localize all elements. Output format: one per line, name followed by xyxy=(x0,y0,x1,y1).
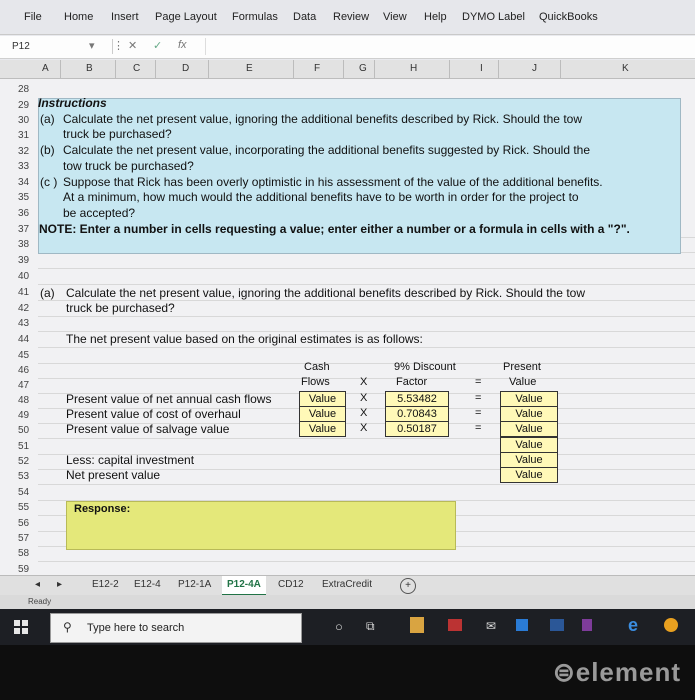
status-text: Ready xyxy=(28,597,52,606)
grid-line xyxy=(38,316,695,317)
column-header-g[interactable]: G xyxy=(359,63,367,74)
taskbar-search-box[interactable] xyxy=(50,613,302,643)
enter-icon[interactable]: ✓ xyxy=(153,40,163,52)
part-a-tag: (a) xyxy=(40,286,55,300)
response-label: Response: xyxy=(74,503,131,515)
sheet-prev-icon[interactable]: ◂ xyxy=(35,579,41,590)
instruction-note: NOTE: Enter a number in cells requesting a value; enter either a number or a formula in cells with a "?". xyxy=(39,222,630,236)
row-header-51[interactable]: 51 xyxy=(18,441,30,452)
tab-review[interactable]: Review xyxy=(333,11,370,23)
tab-help[interactable]: Help xyxy=(424,11,447,23)
times-sign: X xyxy=(360,392,368,404)
row-header-55[interactable]: 55 xyxy=(18,502,30,513)
row-header-48[interactable]: 48 xyxy=(18,395,30,406)
sheet-tab-extracredit[interactable]: ExtraCredit xyxy=(322,579,373,590)
column-header-j[interactable]: J xyxy=(532,63,537,74)
search-icon: ⚲ xyxy=(63,620,72,634)
header-present: Present xyxy=(503,361,541,373)
watermark-logo: ⊜element xyxy=(552,657,681,687)
cash-flow-input-1[interactable]: Value xyxy=(299,391,346,407)
discount-factor-1[interactable]: 5.53482 xyxy=(385,391,449,407)
row-header-29[interactable]: 29 xyxy=(18,100,30,111)
tab-quickbooks[interactable]: QuickBooks xyxy=(539,11,598,23)
tab-page-layout[interactable]: Page Layout xyxy=(155,11,217,23)
row-header-28[interactable]: 28 xyxy=(18,84,30,95)
column-header-f[interactable]: F xyxy=(314,63,321,74)
row-header-35[interactable]: 35 xyxy=(18,192,30,203)
tab-home[interactable]: Home xyxy=(64,11,94,23)
row-header-58[interactable]: 58 xyxy=(18,548,30,559)
header-times: X xyxy=(360,376,368,388)
row-header-56[interactable]: 56 xyxy=(18,518,30,529)
photo-bottom-edge xyxy=(0,645,695,700)
row-header-37[interactable]: 37 xyxy=(18,224,30,235)
instruction-b-line1: Calculate the net present value, incorporating the additional benefits suggested by Rick. Should the xyxy=(63,143,591,157)
equals-sign: = xyxy=(475,392,482,404)
task-view-icon[interactable]: ⧉ xyxy=(366,619,375,633)
discount-factor-2[interactable]: 0.70843 xyxy=(385,406,449,422)
grid-line xyxy=(38,363,695,364)
worksheet-grid[interactable] xyxy=(0,79,695,575)
formula-bar xyxy=(0,36,695,59)
instruction-c-line3: be accepted? xyxy=(63,206,136,220)
row-header-53[interactable]: 53 xyxy=(18,471,30,482)
row-header-44[interactable]: 44 xyxy=(18,334,30,345)
row-header-31[interactable]: 31 xyxy=(18,130,30,141)
tab-file[interactable]: File xyxy=(24,11,42,23)
part-a-line1: Calculate the net present value, ignoring the additional benefits described by Rick. Should the tow xyxy=(66,286,585,300)
column-header-d[interactable]: D xyxy=(182,63,190,74)
grid-line xyxy=(38,561,695,562)
row-label-salvage: Present value of salvage value xyxy=(66,422,230,436)
row-header-38[interactable]: 38 xyxy=(18,239,30,250)
header-discount: 9% Discount xyxy=(394,361,456,373)
row-header-42[interactable]: 42 xyxy=(18,303,30,314)
tab-insert[interactable]: Insert xyxy=(111,11,139,23)
equals-sign: = xyxy=(475,422,482,434)
taskbar xyxy=(0,609,695,645)
sheet-tab-p12-4a[interactable]: P12-4A xyxy=(222,576,266,596)
part-a-line2: truck be purchased? xyxy=(66,301,175,315)
cancel-icon[interactable]: ✕ xyxy=(128,40,138,52)
instruction-a-line2: truck be purchased? xyxy=(63,127,172,141)
formula-input[interactable] xyxy=(205,38,686,55)
row-header-47[interactable]: 47 xyxy=(18,380,30,391)
subtotal-present-value[interactable]: Value xyxy=(500,437,558,453)
sheet-tab-e12-4[interactable]: E12-4 xyxy=(134,579,161,590)
cash-flow-input-3[interactable]: Value xyxy=(299,421,346,437)
column-header-h[interactable]: H xyxy=(410,63,418,74)
discount-factor-3[interactable]: 0.50187 xyxy=(385,421,449,437)
instruction-b-line2: tow truck be purchased? xyxy=(63,159,194,173)
instruction-c-tag: (c ) xyxy=(40,175,58,189)
search-placeholder: Type here to search xyxy=(87,622,185,634)
grid-line xyxy=(38,484,695,485)
add-sheet-icon[interactable]: + xyxy=(400,578,416,594)
column-header-b[interactable]: B xyxy=(86,63,93,74)
tab-formulas[interactable]: Formulas xyxy=(232,11,278,23)
instruction-a-line1: Calculate the net present value, ignoring the additional benefits described by Rick. Should the tow xyxy=(63,112,582,126)
firefox-icon[interactable] xyxy=(664,618,678,632)
file-explorer-icon[interactable] xyxy=(410,617,424,633)
function-icon[interactable]: fx xyxy=(178,39,187,51)
sheet-tabs-bar xyxy=(0,575,695,596)
status-bar xyxy=(0,595,695,609)
instruction-a-tag: (a) xyxy=(40,112,55,126)
word-icon[interactable] xyxy=(550,619,564,631)
row-header-41[interactable]: 41 xyxy=(18,287,30,298)
chevron-down-icon[interactable]: ▾ xyxy=(89,40,95,52)
row-header-50[interactable]: 50 xyxy=(18,425,30,436)
net-present-value-input[interactable]: Value xyxy=(500,467,558,483)
tab-data[interactable]: Data xyxy=(293,11,317,23)
row-header-43[interactable]: 43 xyxy=(18,318,30,329)
row-header-52[interactable]: 52 xyxy=(18,456,30,467)
app-icon[interactable] xyxy=(582,619,592,631)
column-headers xyxy=(0,60,695,79)
header-equals: = xyxy=(475,376,482,388)
store-icon[interactable] xyxy=(448,619,462,631)
tab-dymo-label[interactable]: DYMO Label xyxy=(462,11,525,23)
row-label-overhaul: Present value of cost of overhaul xyxy=(66,407,241,421)
cortana-icon[interactable]: ○ xyxy=(335,619,343,634)
column-header-c[interactable]: C xyxy=(133,63,141,74)
row-header-57[interactable]: 57 xyxy=(18,533,30,544)
name-box[interactable]: P12 xyxy=(8,39,113,54)
column-header-i[interactable]: I xyxy=(480,63,483,74)
present-value-input-1[interactable]: Value xyxy=(500,391,558,407)
sheet-tab-p12-1a[interactable]: P12-1A xyxy=(178,579,212,590)
grid-line xyxy=(38,268,695,269)
grid-line xyxy=(38,438,695,439)
row-header-59[interactable]: 59 xyxy=(18,564,30,575)
row-header-54[interactable]: 54 xyxy=(18,487,30,498)
column-header-e[interactable]: E xyxy=(246,63,253,74)
row-header-45[interactable]: 45 xyxy=(18,350,30,361)
instruction-c-line1: Suppose that Rick has been overly optimistic in his assessment of the value of the additional benefits. xyxy=(63,175,603,189)
instruction-b-tag: (b) xyxy=(40,143,55,157)
present-value-input-3[interactable]: Value xyxy=(500,421,558,437)
header-factor: Factor xyxy=(396,376,428,388)
header-flows: Flows xyxy=(301,376,330,388)
sheet-next-icon[interactable]: ▸ xyxy=(57,579,63,590)
onenote-icon[interactable] xyxy=(516,619,528,631)
tab-view[interactable]: View xyxy=(383,11,407,23)
header-cash: Cash xyxy=(304,361,330,373)
capital-investment-input[interactable]: Value xyxy=(500,452,558,468)
net-present-value-label: Net present value xyxy=(66,468,161,482)
cash-flow-input-2[interactable]: Value xyxy=(299,406,346,422)
mail-icon[interactable]: ✉ xyxy=(486,619,497,633)
row-header-46[interactable]: 46 xyxy=(18,365,30,376)
more-options-icon: ⋮ xyxy=(113,40,124,52)
row-header-32[interactable]: 32 xyxy=(18,146,30,157)
less-capital-investment-label: Less: capital investment xyxy=(66,453,195,467)
present-value-input-2[interactable]: Value xyxy=(500,406,558,422)
times-sign: X xyxy=(360,422,368,434)
row-header-33[interactable]: 33 xyxy=(18,161,30,172)
part-a-intro: The net present value based on the original estimates is as follows: xyxy=(66,332,423,346)
row-header-39[interactable]: 39 xyxy=(18,255,30,266)
sheet-tab-e12-2[interactable]: E12-2 xyxy=(92,579,119,590)
column-header-a[interactable]: A xyxy=(42,63,49,74)
row-header-36[interactable]: 36 xyxy=(18,208,30,219)
grid-line xyxy=(38,284,695,285)
header-value: Value xyxy=(509,376,537,388)
row-label-annual-cash-flows: Present value of net annual cash flows xyxy=(66,392,272,406)
instructions-heading: Instructions xyxy=(38,96,107,110)
times-sign: X xyxy=(360,407,368,419)
ribbon-tabs xyxy=(0,0,695,35)
column-header-k[interactable]: K xyxy=(622,63,629,74)
sheet-tab-cd12[interactable]: CD12 xyxy=(278,579,304,590)
edge-icon[interactable]: e xyxy=(628,615,639,635)
row-header-34[interactable]: 34 xyxy=(18,177,30,188)
windows-start-icon[interactable] xyxy=(14,620,28,634)
equals-sign: = xyxy=(475,407,482,419)
grid-line xyxy=(38,347,695,348)
row-header-30[interactable]: 30 xyxy=(18,115,30,126)
row-header-49[interactable]: 49 xyxy=(18,410,30,421)
row-header-40[interactable]: 40 xyxy=(18,271,30,282)
instruction-c-line2: At a minimum, how much would the additional benefits have to be worth in order for the project to xyxy=(63,190,579,204)
